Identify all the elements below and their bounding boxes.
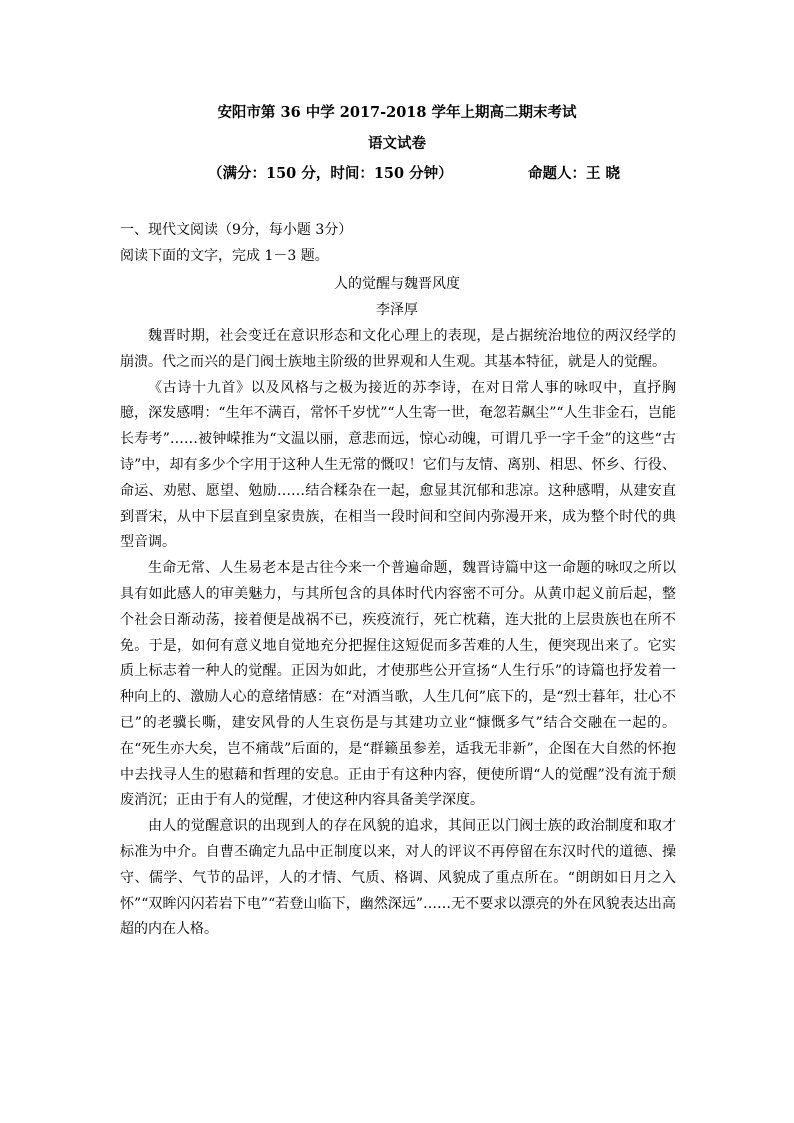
article-title: 人的觉醒与魏晋风度 bbox=[334, 276, 460, 292]
section-heading: 一、现代文阅读（9分，每小题 3分） bbox=[120, 222, 353, 238]
article-paragraph: 《古诗十九首》以及风格与之极为接近的苏李诗，在对日常人事的咏叹中，直抒胸臆，深发感喟：“生年不满百，常怀千岁忧”“人生寄一世，奄忽若飙尘”“人生非金石，岂能长寿考”……被钟嵘推为“文温以丽，意悲而远，惊心动魄，可谓几乎一字千金”的这些“古诗”中，却有多少个字用于这种人生无常的慨叹！它们与友情、离别、相思、怀乡、行役、命运、劝慰、愿望、勉励……结合糅杂在一起，愈显其沉郁和悲凉。这种感喟，从建安直到晋宋，从中下层直到皇家贵族，在相当一段时间和空间内弥漫开来，成为整个时代的典型音调。 bbox=[120, 379, 676, 551]
article-paragraph: 魏晋时期，社会变迁在意识形态和文化心理上的表现，是占据统治地位的两汉经学的崩溃。代之而兴的是门阀士族地主阶级的世界观和人生观。其基本特征，就是人的觉醒。 bbox=[120, 328, 676, 370]
article-author: 李泽厚 bbox=[376, 302, 418, 318]
question-author: 命题人：王 晓 bbox=[528, 165, 621, 182]
article-body bbox=[120, 324, 676, 943]
section-instruction: 阅读下面的文字，完成 1－3 题。 bbox=[120, 248, 329, 264]
score-time-info: （满分：150 分，时间：150 分钟） bbox=[208, 165, 453, 182]
article-paragraph: 生命无常、人生易老本是古往今来一个普遍命题，魏晋诗篇中这一命题的咏叹之所以具有如此感人的审美魅力，与其所包含的具体时代内容密不可分。从黄巾起义前后起，整个社会日渐动荡，接着便是战祸不已，疾疫流行，死亡枕藉，连大批的上层贵族也在所不免。于是，如何有意义地自觉地充分把握住这短促而多苦难的人生，便突现出来了。它实质上标志着一种人的觉醒。正因为如此，才使那些公开宣扬“人生行乐”的诗篇也抒发着一种向上的、激励人心的意绪情感：在“对酒当歌，人生几何”底下的，是“烈士暮年，壮心不已”的老骥长嘶，建安风骨的人生哀伤是与其建功立业“慷慨多气”结合交融在一起的。在“死生亦大矣，岂不痛哉”后面的，是“群籁虽参差，适我无非新”，企图在大自然的怀抱中去找寻人生的慰藉和哲理的安息。正由于有这种内容，便使所谓“人的觉醒”没有流于颓废消沉；正由于有人的觉醒，才使这种内容具备美学深度。 bbox=[120, 560, 676, 809]
exam-title: 安阳市第 36 中学 2017-2018 学年上期高二期末考试 bbox=[217, 104, 577, 121]
exam-subtitle: 语文试卷 bbox=[368, 135, 426, 152]
article-paragraph: 由人的觉醒意识的出现到人的存在风貌的追求，其间正以门阀士族的政治制度和取才标准为中介。自曹丕确定九品中正制度以来，对人的评议不再停留在东汉时代的道德、操守、儒学、气节的品评，人的才情、气质、格调、风貌成了重点所在。“朗朗如日月之入怀”“双眸闪闪若岩下电”“若登山临下，幽然深远”……无不要求以漂亮的外在风貌表达出高超的内在人格。 bbox=[120, 818, 676, 938]
